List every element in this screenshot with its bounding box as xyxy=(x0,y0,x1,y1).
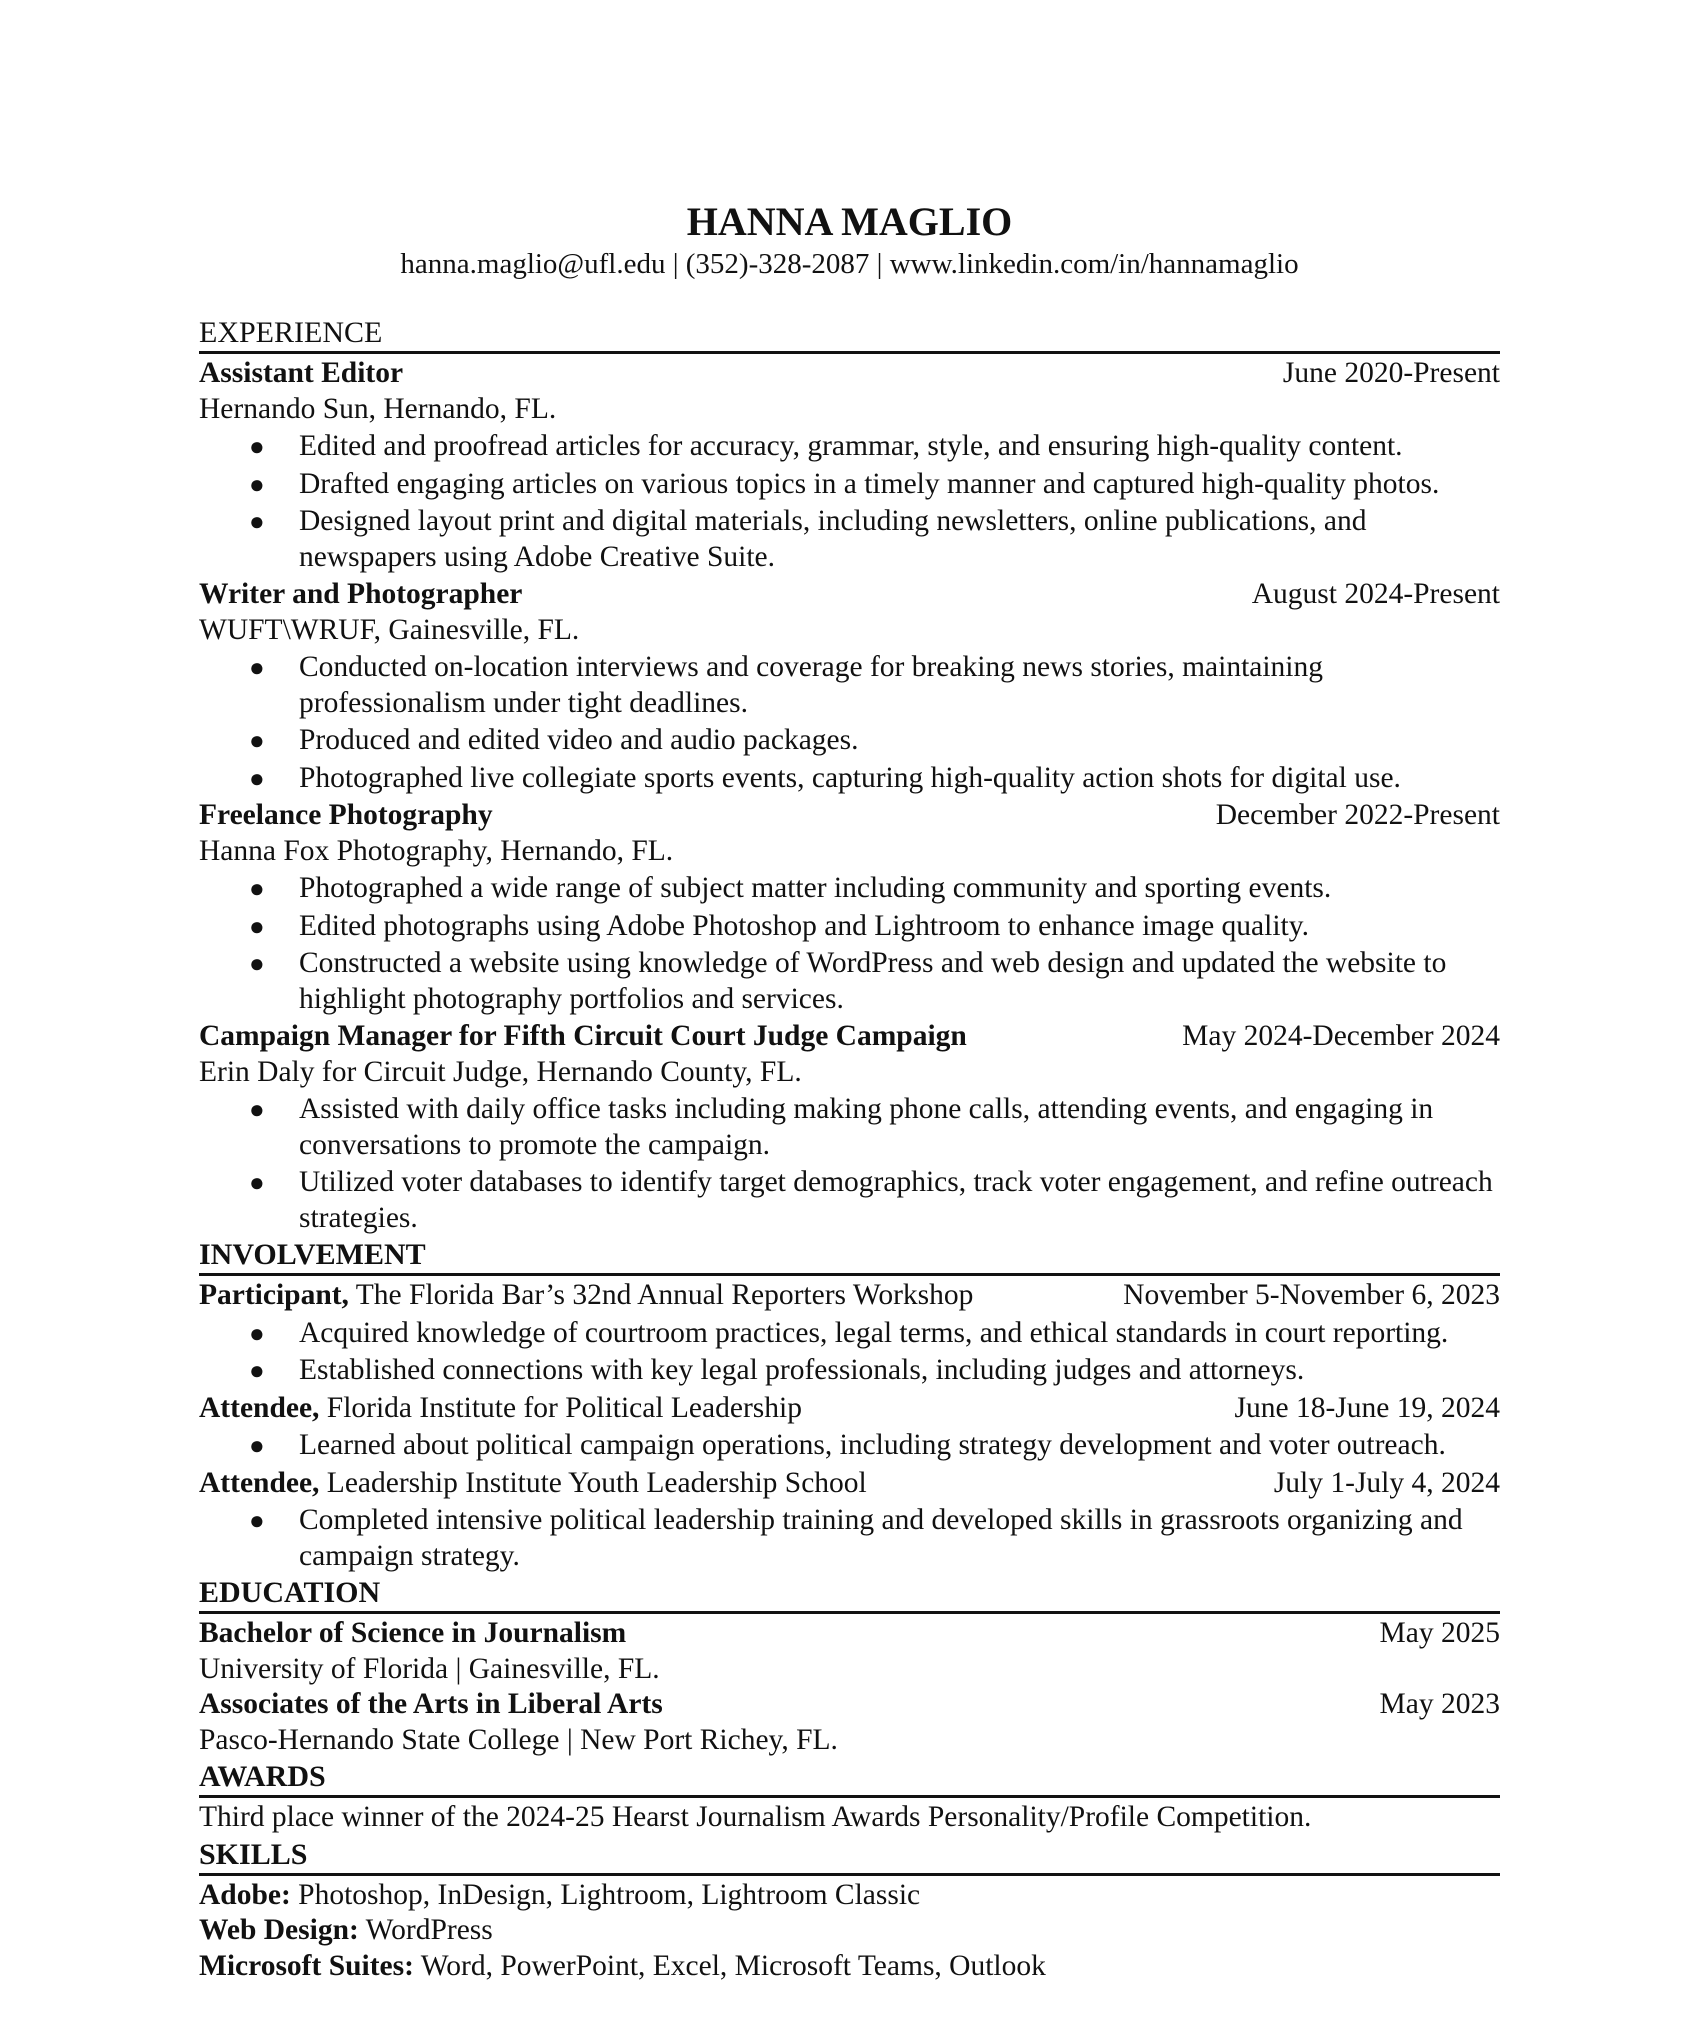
bullet-icon: ● xyxy=(249,763,265,793)
job-date: May 2024-December 2024 xyxy=(1182,1020,1500,1052)
job-title: Assistant Editor xyxy=(199,357,404,389)
graduation-date: May 2025 xyxy=(1379,1617,1500,1649)
bullet-text: Drafted engaging articles on various topics in a timely manner and captured high-quality photos. xyxy=(299,467,1440,500)
job-title: Freelance Photography xyxy=(199,799,493,831)
education-entry xyxy=(199,1687,1500,1758)
degree-title: Associates of the Arts in Liberal Arts xyxy=(199,1688,663,1720)
bullet-item xyxy=(199,723,1500,759)
bullet-item xyxy=(199,871,1500,907)
graduation-date: May 2023 xyxy=(1379,1688,1500,1720)
job-entry xyxy=(199,1019,1500,1236)
bullet-icon: ● xyxy=(249,1431,265,1460)
bullet-item xyxy=(199,946,1500,1017)
bullet-icon: ● xyxy=(249,874,265,903)
bullet-item xyxy=(199,1503,1500,1574)
skill-line xyxy=(199,1878,1500,1914)
bullet-text: Constructed a website using knowledge of WordPress and web design and updated the website to highlight photography portfolios and services. xyxy=(299,947,1447,1015)
skill-label: Web Design: xyxy=(199,1914,359,1946)
skill-label: Adobe: xyxy=(199,1878,291,1911)
bullet-icon: ● xyxy=(249,1168,265,1197)
education-section xyxy=(199,1616,1500,1758)
section-heading-awards: AWARDS xyxy=(199,1760,1500,1798)
bullet-item xyxy=(199,909,1500,945)
skill-line xyxy=(199,1913,1500,1949)
involvement-entry xyxy=(199,1466,1500,1575)
skills-section xyxy=(199,1878,1500,1985)
experience-section xyxy=(199,356,1500,1236)
bullet-icon: ● xyxy=(249,1506,265,1535)
resume-name: HANNA MAGLIO xyxy=(686,199,1013,244)
job-title: Writer and Photographer xyxy=(199,578,523,610)
job-organization: WUFT\WRUF, Gainesville, FL. xyxy=(199,613,580,646)
bullet-item xyxy=(199,467,1500,503)
involvement-date: November 5-November 6, 2023 xyxy=(1123,1279,1500,1311)
bullet-item xyxy=(199,1316,1500,1352)
bullet-text: Established connections with key legal professionals, including judges and attorneys. xyxy=(299,1354,1305,1386)
bullet-text: Acquired knowledge of courtroom practices, legal terms, and ethical standards in court reporting. xyxy=(299,1316,1449,1349)
bullet-icon: ● xyxy=(249,1356,265,1385)
job-date: June 2020-Present xyxy=(1282,357,1500,389)
job-date: December 2022-Present xyxy=(1215,799,1500,831)
bullet-item xyxy=(199,761,1500,797)
bullet-icon: ● xyxy=(249,1095,265,1124)
bullet-icon: ● xyxy=(249,1318,265,1348)
education-entry xyxy=(199,1616,1500,1687)
bullet-item xyxy=(199,1092,1500,1163)
bullet-icon: ● xyxy=(249,653,265,682)
school-name: Pasco-Hernando State College | New Port Richey, FL. xyxy=(199,1723,838,1756)
job-date: August 2024-Present xyxy=(1251,578,1500,610)
bullet-icon: ● xyxy=(249,911,265,941)
bullet-item xyxy=(199,504,1500,575)
skill-line xyxy=(199,1949,1500,1985)
contact-line: hanna.maglio@ufl.edu | (352)-328-2087 | www.linkedin.com/in/hannamaglio xyxy=(400,248,1299,280)
involvement-role: Participant, xyxy=(199,1279,349,1311)
bullet-text: Photographed live collegiate sports events, capturing high-quality action shots for digital use. xyxy=(299,761,1401,794)
job-entry xyxy=(199,356,1500,575)
section-heading-involvement: INVOLVEMENT xyxy=(199,1238,1500,1276)
bullet-icon: ● xyxy=(249,726,265,755)
bullet-item xyxy=(199,429,1500,465)
involvement-date: June 18-June 19, 2024 xyxy=(1234,1391,1500,1424)
bullet-text: Produced and edited video and audio packages. xyxy=(299,724,859,756)
resume-document xyxy=(199,198,1500,1984)
bullet-text: Learned about political campaign operations, including strategy development and voter outreach. xyxy=(299,1429,1446,1461)
job-organization: Erin Daly for Circuit Judge, Hernando County, FL. xyxy=(199,1055,802,1088)
bullet-item xyxy=(199,650,1500,721)
bullet-text: Assisted with daily office tasks including making phone calls, attending events, and engaging in conversations to promote the campaign. xyxy=(299,1093,1434,1161)
skill-value: WordPress xyxy=(358,1914,493,1946)
bullet-icon: ● xyxy=(249,507,265,536)
bullet-item xyxy=(199,1165,1500,1236)
job-organization: Hanna Fox Photography, Hernando, FL. xyxy=(199,834,674,867)
bullet-icon: ● xyxy=(249,949,265,978)
job-title: Campaign Manager for Fifth Circuit Court Judge Campaign xyxy=(199,1020,967,1052)
degree-title: Bachelor of Science in Journalism xyxy=(199,1617,627,1649)
involvement-event: The Florida Bar’s 32nd Annual Reporters Workshop xyxy=(348,1279,974,1311)
job-organization: Hernando Sun, Hernando, FL. xyxy=(199,392,557,425)
bullet-text: Photographed a wide range of subject matter including community and sporting events. xyxy=(299,872,1332,904)
school-name: University of Florida | Gainesville, FL. xyxy=(199,1652,660,1685)
bullet-text: Completed intensive political leadership training and developed skills in grassroots organizing and campaign strategy. xyxy=(299,1504,1463,1572)
bullet-text: Edited and proofread articles for accuracy, grammar, style, and ensuring high-quality content. xyxy=(299,430,1403,462)
award-text: Third place winner of the 2024-25 Hearst Journalism Awards Personality/Profile Competition. xyxy=(199,1801,1312,1833)
involvement-role: Attendee, xyxy=(199,1466,320,1499)
involvement-entry xyxy=(199,1278,1500,1389)
job-entry xyxy=(199,798,1500,1017)
bullet-item xyxy=(199,1428,1500,1464)
bullet-text: Edited photographs using Adobe Photoshop and Lightroom to enhance image quality. xyxy=(299,909,1309,942)
involvement-entry xyxy=(199,1391,1500,1464)
involvement-event: Leadership Institute Youth Leadership School xyxy=(319,1466,867,1499)
skill-value: Word, PowerPoint, Excel, Microsoft Teams, Outlook xyxy=(413,1949,1046,1982)
involvement-role: Attendee, xyxy=(199,1391,320,1424)
involvement-event: Florida Institute for Political Leadership xyxy=(319,1391,802,1424)
bullet-text: Conducted on-location interviews and coverage for breaking news stories, maintaining professionalism under tight deadlines. xyxy=(299,651,1324,719)
involvement-section xyxy=(199,1278,1500,1574)
bullet-item xyxy=(199,1353,1500,1389)
section-heading-experience: EXPERIENCE xyxy=(199,316,1500,354)
bullet-icon: ● xyxy=(249,469,265,499)
section-heading-education: EDUCATION xyxy=(199,1576,1500,1614)
bullet-text: Designed layout print and digital materials, including newsletters, online publications, and newspapers using Adobe Creative Suite. xyxy=(299,505,1367,573)
skill-value: Photoshop, InDesign, Lightroom, Lightroom Classic xyxy=(290,1878,921,1911)
involvement-date: July 1-July 4, 2024 xyxy=(1273,1466,1500,1499)
bullet-icon: ● xyxy=(249,432,265,461)
job-entry xyxy=(199,577,1500,796)
skill-label: Microsoft Suites: xyxy=(199,1949,414,1982)
bullet-text: Utilized voter databases to identify target demographics, track voter engagement, and refine outreach strategies. xyxy=(299,1166,1493,1234)
section-heading-skills: SKILLS xyxy=(199,1838,1500,1876)
